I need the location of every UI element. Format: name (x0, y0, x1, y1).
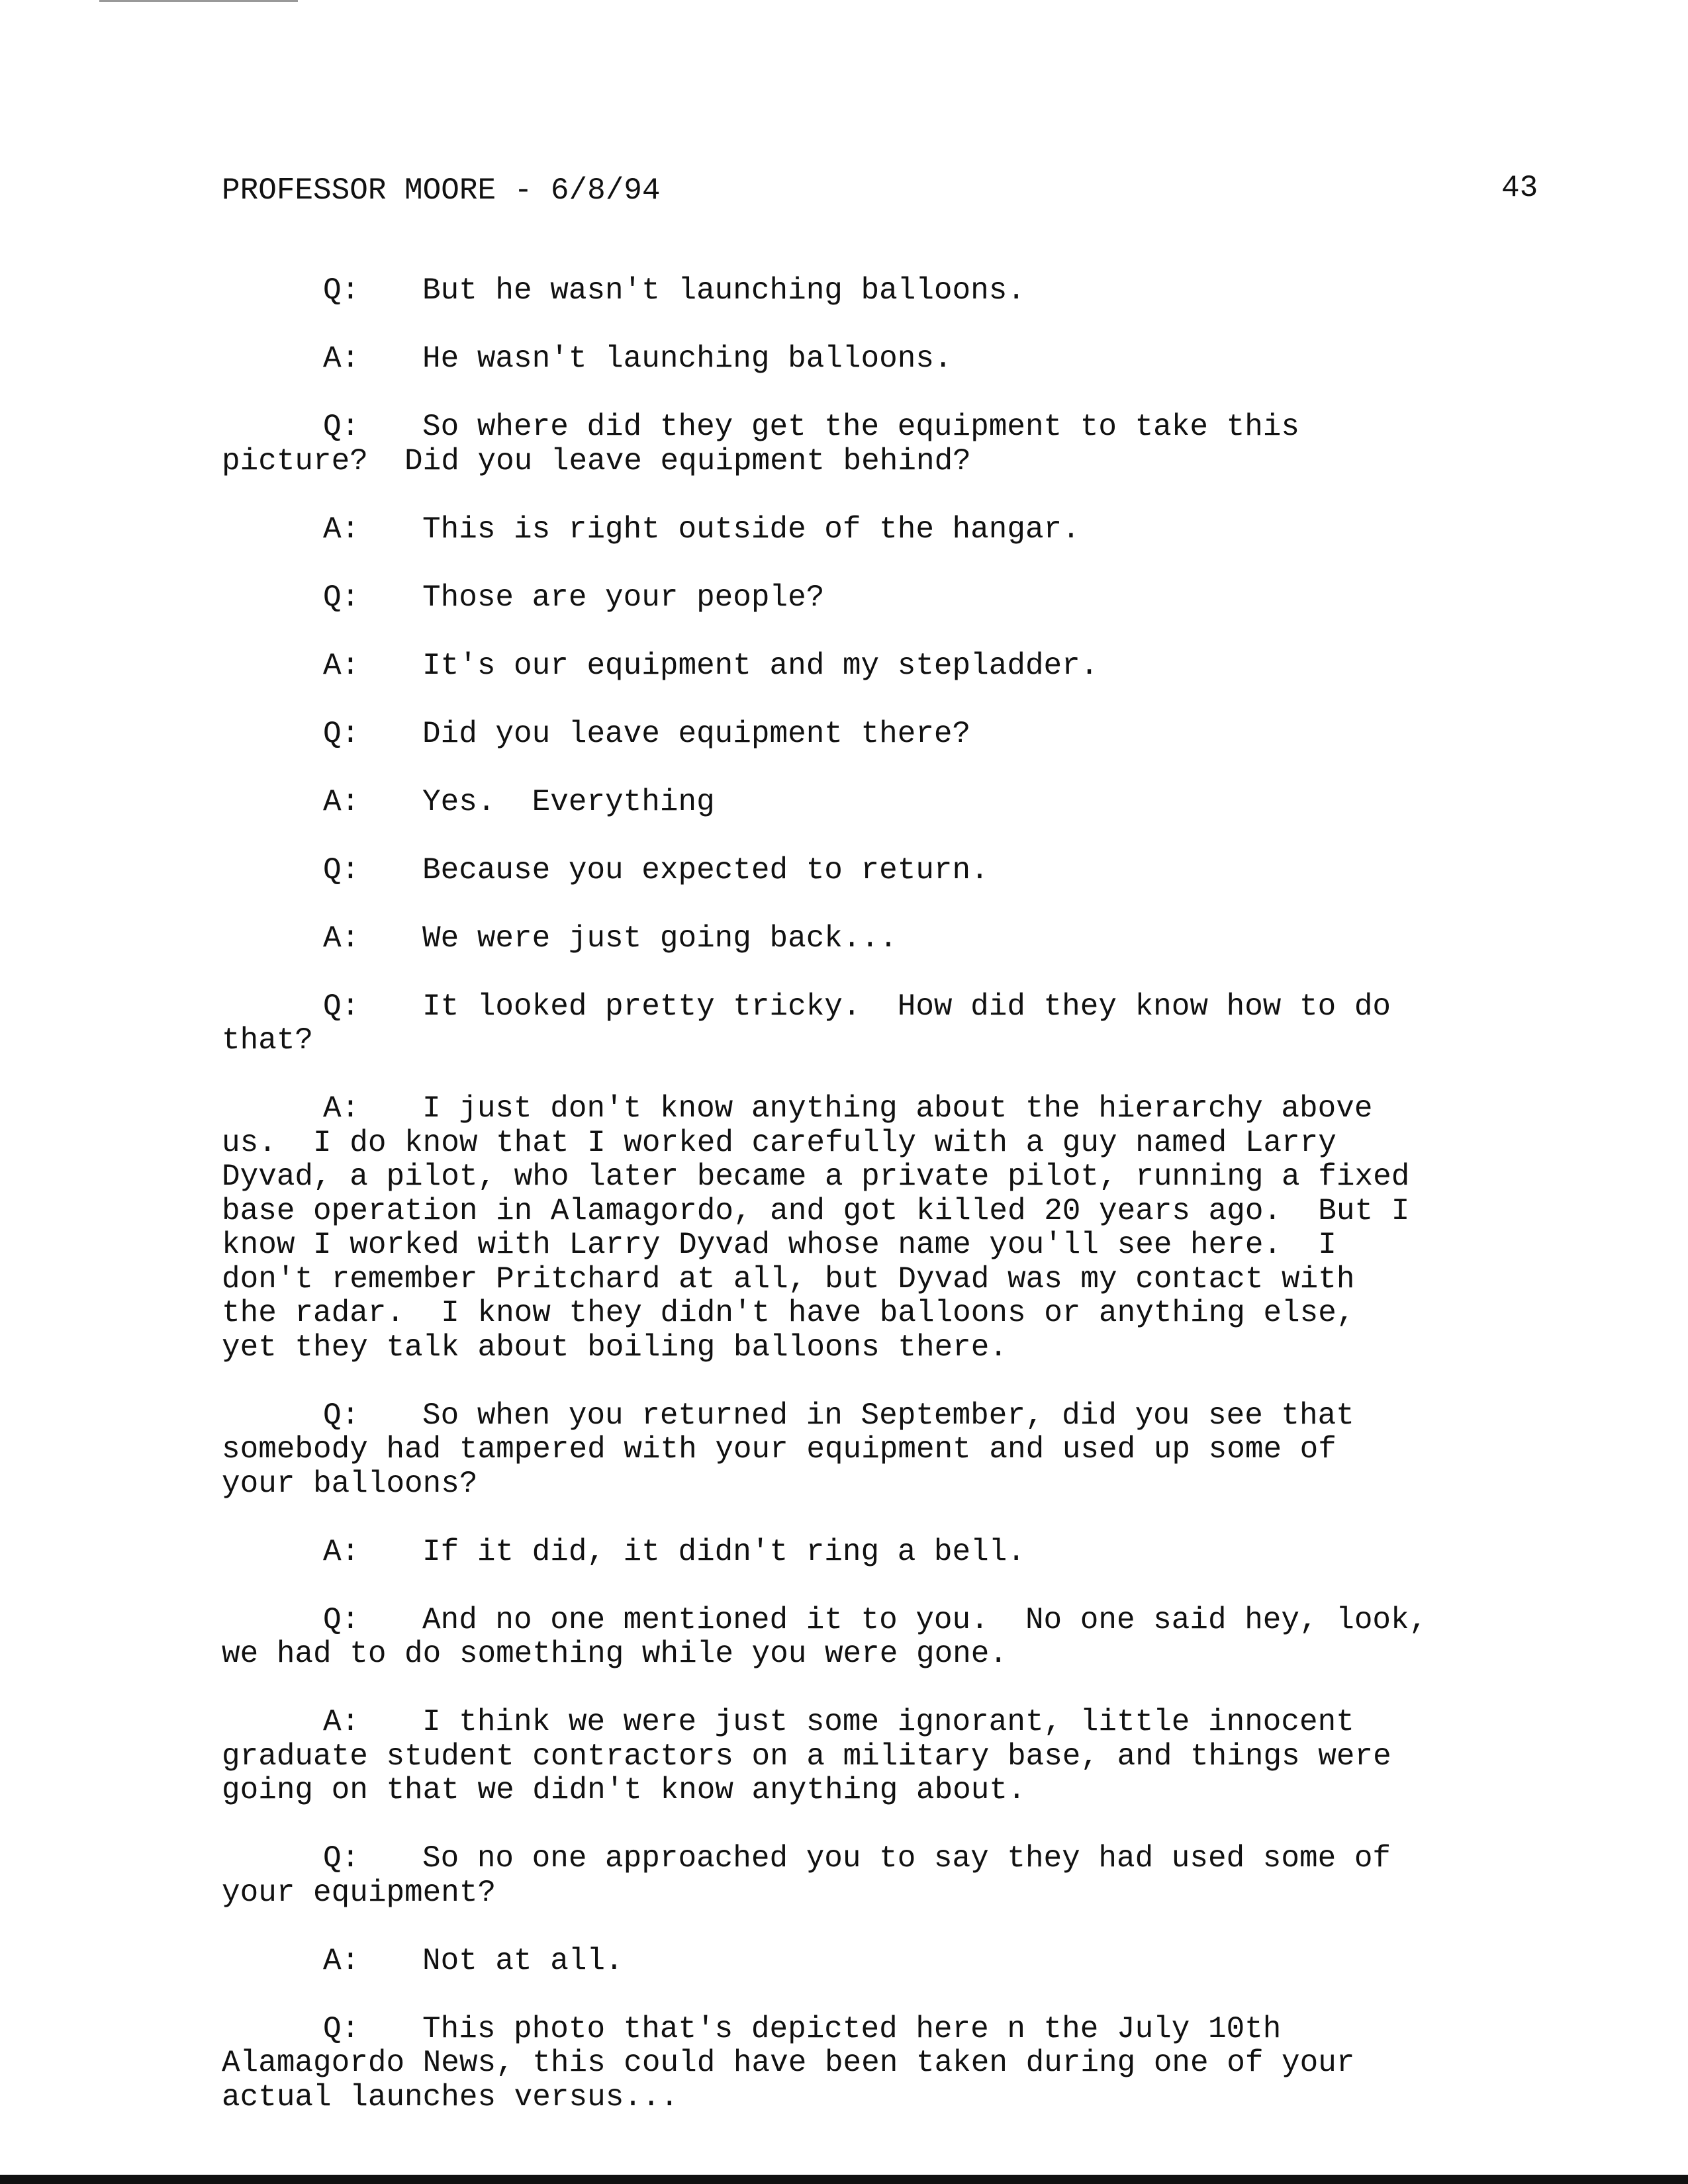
entry-text: We were just going back... (422, 921, 898, 956)
entry-text: But he wasn't launching balloons. (422, 273, 1025, 308)
bottom-border (0, 2175, 1688, 2184)
transcript-entry (222, 342, 1552, 377)
transcript-entry (222, 1399, 1552, 1502)
transcript-entry (222, 1706, 1552, 1808)
scan-edge-mark (99, 0, 298, 2)
entry-text: Not at all. (422, 1943, 624, 1978)
speaker-label: A: (323, 784, 360, 819)
speaker-label: Q: (323, 716, 360, 751)
transcript-entry (222, 854, 1552, 888)
speaker-label: Q: (323, 410, 360, 444)
speaker-label: A: (323, 921, 360, 956)
entry-text: So no one approached you to say they had used some of your equipment? (222, 1841, 1391, 1910)
transcript-entry (222, 1944, 1552, 1979)
entry-text: This photo that's depicted here n the July 10th Alamagordo News, this could have been taken during one of your actual launches versus... (222, 2011, 1355, 2115)
transcript-entry (222, 786, 1552, 820)
entry-text: I think we were just some ignorant, little innocent graduate student contractors on a military base, and things were going on that we didn't know anything about. (222, 1705, 1391, 1807)
speaker-label: Q: (323, 580, 360, 615)
speaker-label: Q: (323, 2011, 360, 2046)
entry-text: He wasn't launching balloons. (422, 341, 953, 376)
transcript-entry (222, 2013, 1552, 2115)
transcript-entry (222, 1535, 1552, 1570)
entry-text: Yes. Everything (422, 784, 715, 819)
speaker-label: A: (323, 1091, 360, 1126)
transcript-entry (222, 274, 1552, 308)
entry-text: It's our equipment and my stepladder. (422, 648, 1099, 683)
transcript-entry (222, 1092, 1552, 1365)
entry-text: And no one mentioned it to you. No one said hey, look, we had to do something while you were gone. (222, 1602, 1428, 1671)
transcript-entry (222, 649, 1552, 684)
speaker-label: Q: (323, 1398, 360, 1433)
speaker-label: A: (323, 512, 360, 547)
speaker-label: A: (323, 1943, 360, 1978)
entry-text: Those are your people? (422, 580, 825, 615)
transcript-entry (222, 581, 1552, 615)
speaker-label: Q: (323, 1841, 360, 1876)
entry-text: It looked pretty tricky. How did they know how to do that? (222, 989, 1391, 1058)
page-header-title: PROFESSOR MOORE - 6/8/94 (222, 173, 661, 208)
speaker-label: Q: (323, 273, 360, 308)
entry-text: I just don't know anything about the hierarchy above us. I do know that I worked carefully with a guy named Larry Dyvad, a pilot, who later became a private pilot, running a fixed base operation in Alamagordo, and got killed 20 years ago. But I know I worked with Larry Dyvad whose name you'll see here. I don't remember Pritchard at all, but Dyvad was my contact with the radar. I know they didn't have balloons or anything else, yet they talk about boiling balloons there. (222, 1091, 1410, 1365)
speaker-label: Q: (323, 1602, 360, 1637)
entry-text: Did you leave equipment there? (422, 716, 971, 751)
page-number: 43 (1501, 171, 1538, 205)
transcript-body (222, 274, 1552, 2149)
entry-text: So when you returned in September, did you see that somebody had tampered with your equipment and used up some of your balloons? (222, 1398, 1354, 1501)
transcript-entry (222, 1842, 1552, 1910)
transcript-entry (222, 990, 1552, 1058)
entry-text: If it did, it didn't ring a bell. (422, 1534, 1025, 1569)
speaker-label: A: (323, 1705, 360, 1739)
transcript-entry (222, 410, 1552, 478)
speaker-label: A: (323, 648, 360, 683)
speaker-label: A: (323, 341, 360, 376)
speaker-label: Q: (323, 852, 360, 887)
entry-text: Because you expected to return. (422, 852, 989, 887)
entry-text: So where did they get the equipment to take this picture? Did you leave equipment behind? (222, 410, 1300, 478)
transcript-entry (222, 922, 1552, 956)
transcript-entry (222, 1604, 1552, 1672)
speaker-label: A: (323, 1534, 360, 1569)
entry-text: This is right outside of the hangar. (422, 512, 1080, 547)
transcript-entry (222, 513, 1552, 547)
speaker-label: Q: (323, 989, 360, 1024)
transcript-entry (222, 717, 1552, 752)
